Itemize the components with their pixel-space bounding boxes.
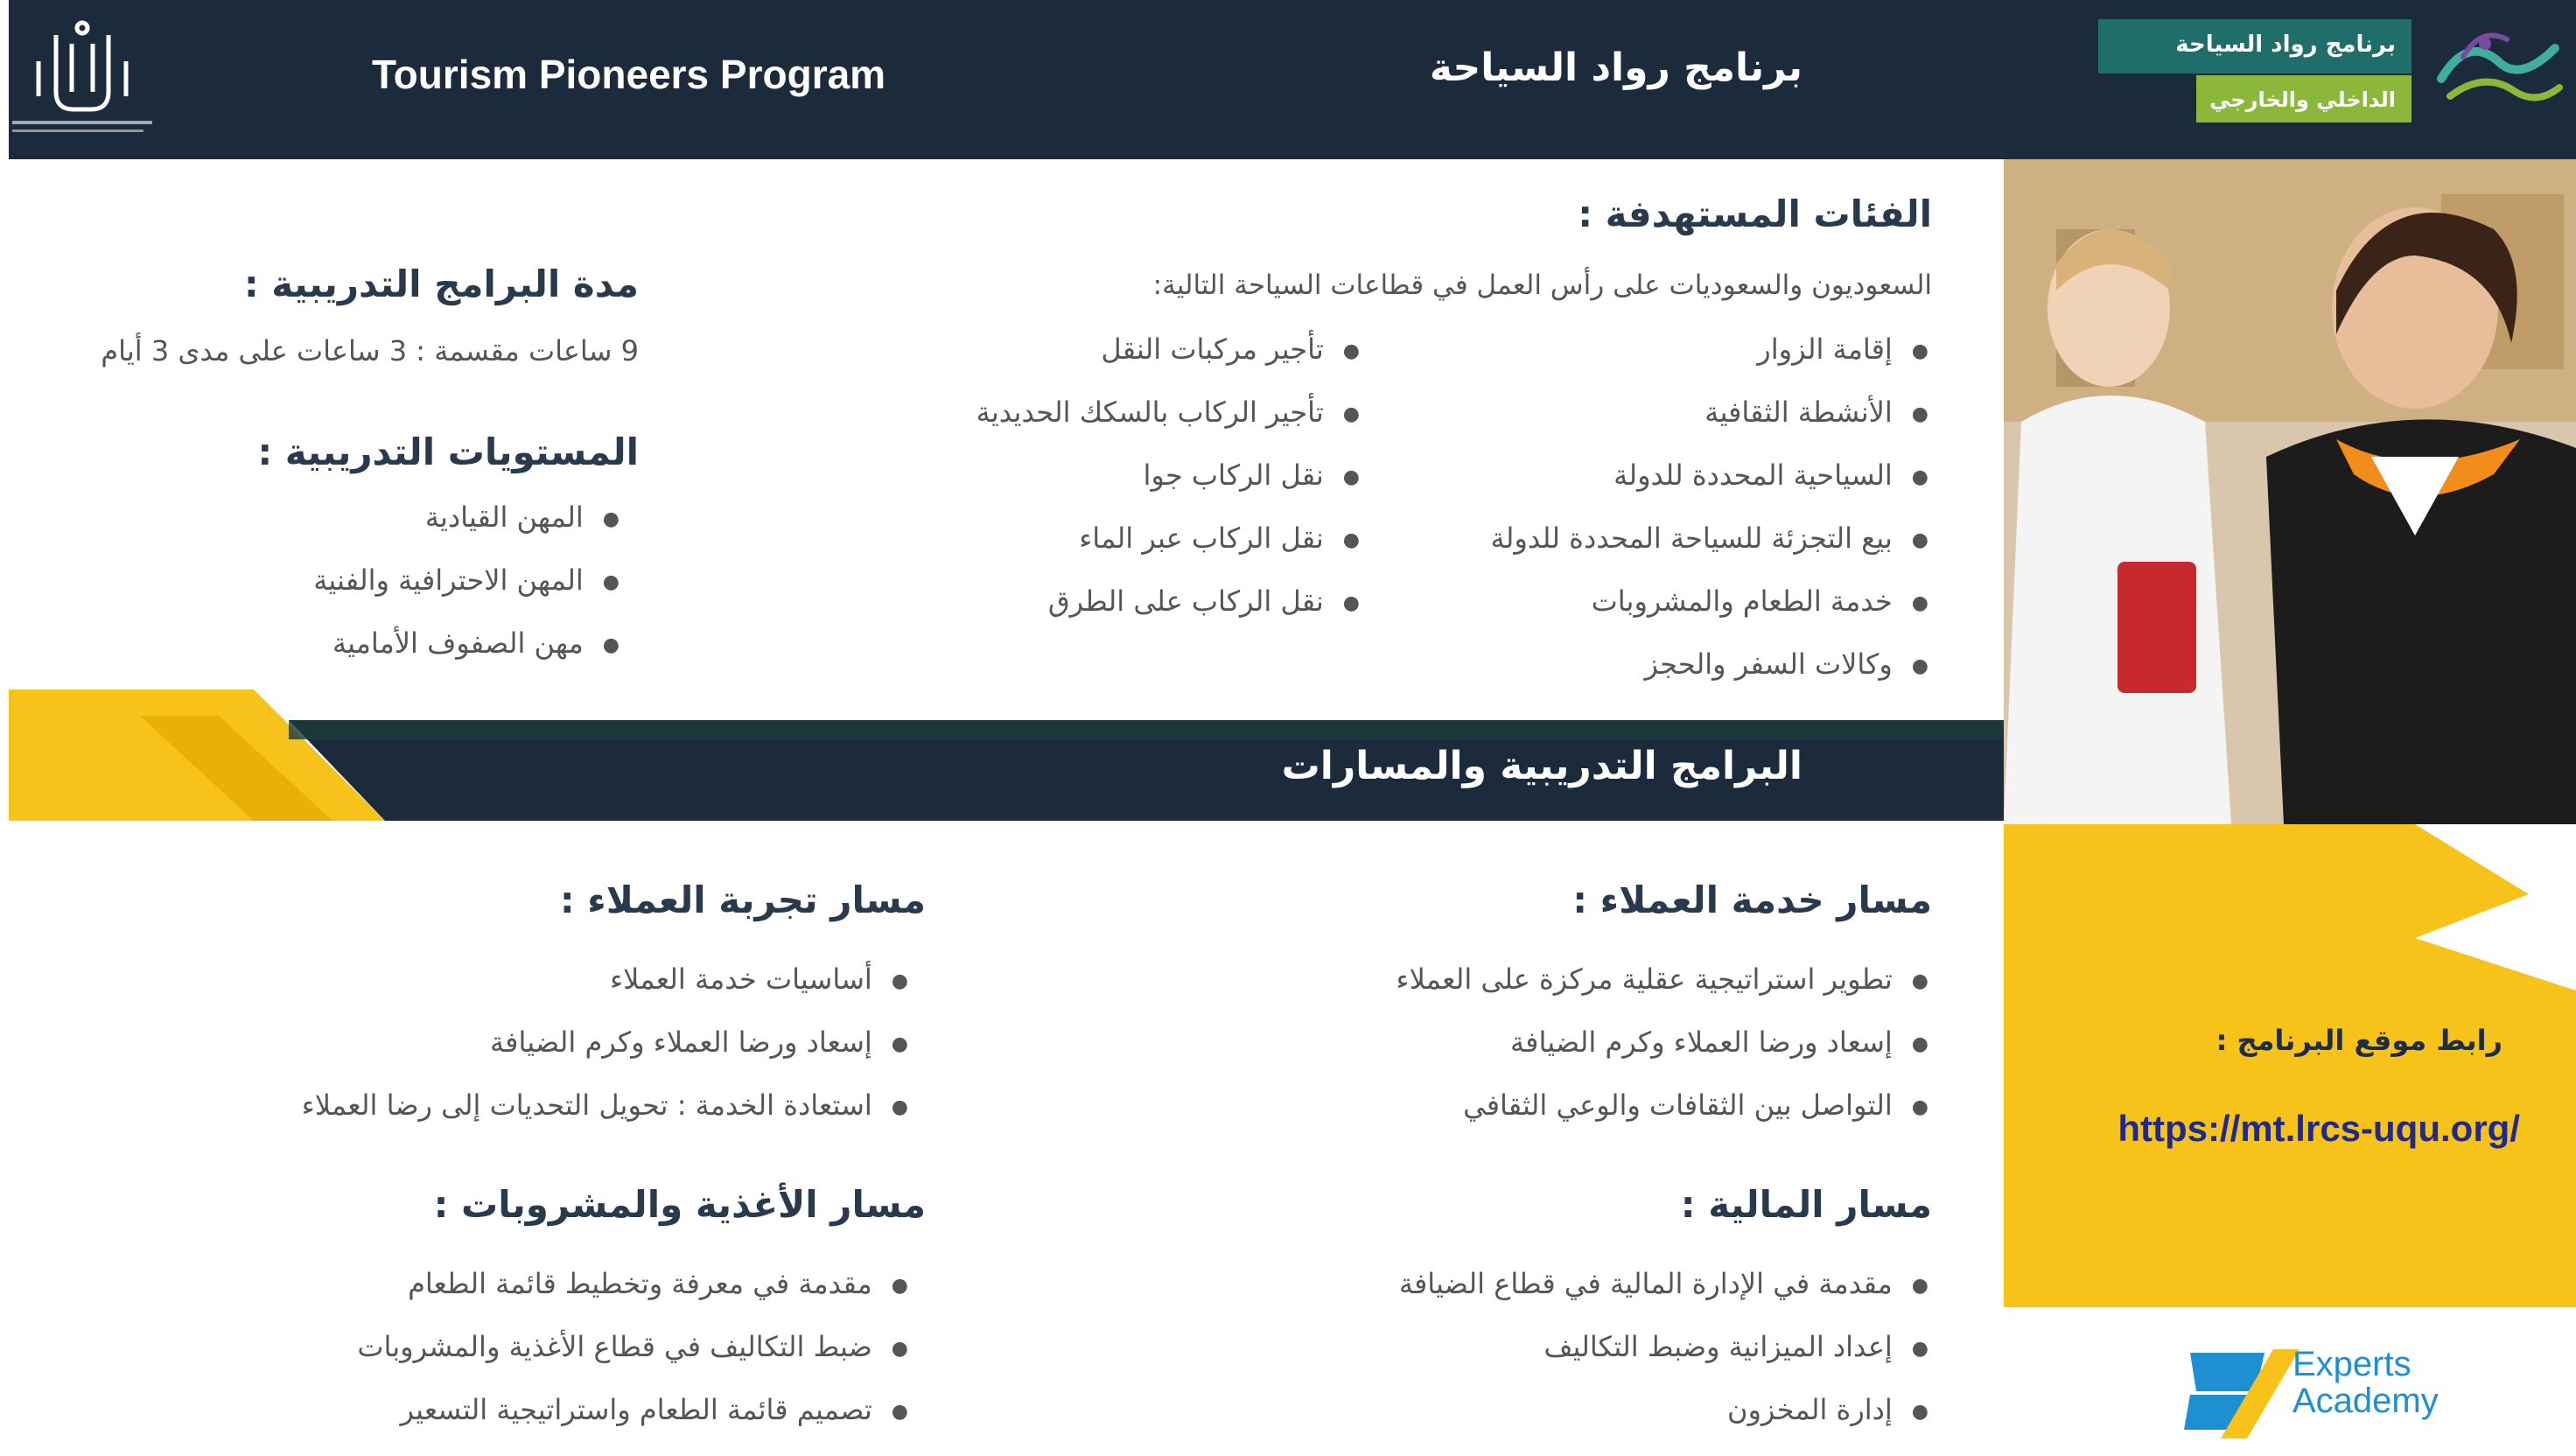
list-item: ●وكالات السفر والحجز (1644, 648, 1928, 681)
list-item: ●الأنشطة الثقافية (1704, 396, 1928, 429)
customer-experience-track-heading: مسار تجربة العملاء : (559, 878, 926, 921)
target-list-1 (1491, 332, 1929, 710)
badge-program-name-label: برنامج رواد السياحة (2175, 32, 2396, 58)
experts-academy-logo-line1: Experts (2292, 1345, 2412, 1383)
list-item: ●تأجير الركاب بالسكك الحديدية (976, 396, 1360, 429)
list-item: ●تطوير استراتيجية عقلية مركزة على العملاء (1396, 962, 1928, 996)
program-link[interactable]: https://mt.lrcs-uqu.org/ (2118, 1108, 2520, 1149)
levels-heading: المستويات التدريبية : (257, 430, 639, 473)
finance-track-heading: مسار المالية : (1680, 1183, 1932, 1226)
experts-academy-logo-text (2292, 1346, 2439, 1419)
program-link-label: رابط موقع البرنامج : (2216, 1024, 2502, 1057)
list-item: ●استعادة الخدمة : تحويل التحديات إلى رضا العملاء (301, 1088, 908, 1122)
list-item: ●بيع التجزئة للسياحة المحددة للدولة (1490, 522, 1928, 555)
list-item: ●مقدمة في معرفة وتخطيط قائمة الطعام (408, 1267, 908, 1300)
customer-service-track-list (1396, 962, 1928, 1152)
program-title-en: Tourism Pioneers Program (372, 52, 886, 97)
levels-list (313, 500, 620, 690)
badge-program-scope-label: الداخلي والخارجي (2209, 88, 2396, 112)
staff-photo (2004, 159, 2576, 824)
list-item: ●إعداد الميزانية وضبط التكاليف (1544, 1330, 1928, 1363)
target-groups-heading: الفئات المستهدفة : (1578, 192, 1932, 235)
list-item: ●مقدمة في الإدارة المالية في قطاع الضيافة (1398, 1267, 1928, 1300)
target-groups-intro: السعوديون والسعوديات على رأس العمل في قطاعات السياحة التالية: (1152, 270, 1932, 301)
list-item: ●إسعاد ورضا العملاء وكرم الضيافة (490, 1026, 908, 1059)
university-logo-icon (12, 9, 152, 140)
banner-title: البرامج التدريبية والمسارات (1281, 744, 1802, 788)
sidebar-yellow-panel (2004, 824, 2576, 1307)
duration-text: 9 ساعات مقسمة : 3 ساعات على مدى 3 أيام (101, 334, 639, 368)
calligraphy-logo-icon (2432, 18, 2564, 122)
list-item: ●المهن الاحترافية والفنية (313, 564, 620, 597)
list-item: ●أساسيات خدمة العملاء (610, 962, 908, 996)
duration-heading: مدة البرامج التدريبية : (243, 262, 639, 305)
target-list-2 (976, 332, 1360, 648)
list-item: ●نقل الركاب جوا (1143, 458, 1360, 492)
list-item: ●التواصل بين الثقافات والوعي الثقافي (1463, 1088, 1928, 1122)
list-item: ●نقل الركاب عبر الماء (1079, 522, 1360, 555)
list-item: ●مهن الصفوف الأمامية (332, 626, 620, 660)
list-item: ●إسعاد ورضا العملاء وكرم الضيافة (1510, 1026, 1928, 1059)
customer-experience-track-list (302, 962, 908, 1152)
list-item: ●ضبط التكاليف في قطاع الأغذية والمشروبات (357, 1330, 908, 1363)
food-track-heading: مسار الأغذية والمشروبات : (433, 1183, 926, 1226)
finance-track-list (1399, 1267, 1928, 1456)
list-item: ●إدارة المخزون (1726, 1393, 1928, 1426)
experts-academy-logo-line2: Academy (2292, 1382, 2439, 1420)
list-item: ●تأجير مركبات النقل (1101, 332, 1360, 366)
badge-program-scope (2196, 75, 2412, 122)
list-item: ●تصميم قائمة الطعام واستراتيجية التسعير (400, 1393, 908, 1426)
list-item: ●نقل الركاب على الطرق (1047, 584, 1360, 618)
food-track-list (357, 1267, 908, 1456)
list-item: ●إقامة الزوار (1757, 332, 1928, 366)
program-title-ar: برنامج رواد السياحة (1429, 46, 1802, 90)
list-item: ●السياحية المحددة للدولة (1614, 458, 1928, 492)
list-item: ●خدمة الطعام والمشروبات (1591, 584, 1928, 618)
customer-service-track-heading: مسار خدمة العملاء : (1572, 878, 1932, 921)
badge-program-name (2098, 19, 2412, 74)
experts-academy-logo (2011, 1307, 2576, 1452)
list-item: ●المهن القيادية (424, 500, 620, 534)
